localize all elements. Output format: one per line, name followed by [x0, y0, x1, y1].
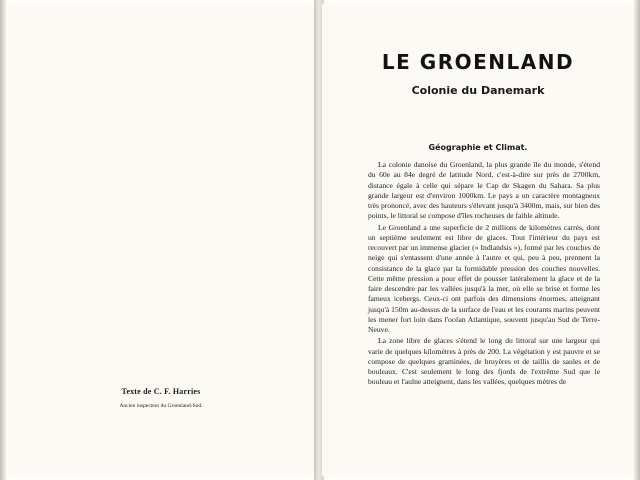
- body-text: [368, 160, 600, 388]
- author-credit: [6, 387, 316, 409]
- right-page: [322, 4, 634, 476]
- section-heading: Géographie et Climat.: [428, 143, 528, 152]
- credit-role-line: Ancien inspecteur du Groenland-Sud.: [119, 403, 203, 409]
- left-page: [6, 4, 316, 476]
- page-title: LE GROENLAND: [381, 50, 575, 74]
- paragraph-vegetation: La zone libre de glaces s'étend le long du littoral sur une largeur qui varie de quelques kilomètres à près de 200. La végétation y est pauvre et se compose de quelques graminées, de bruyères et de taillis de saules et de bouleaux. C'est seulement le long des fjords de l'extrême Sud que le bouleau et l'aulne atteignent, dans les vallées, quelques mètres de: [368, 336, 600, 387]
- page-subtitle: Colonie du Danemark: [411, 84, 545, 97]
- right-book-edge: [634, 0, 640, 480]
- credit-author-line: Texte de C. F. Harries: [121, 387, 201, 396]
- paragraph-geography: La colonie danoise du Groenland, la plus grande île du monde, s'étend du 60e au 84e degré de latitude Nord, c'est-à-dire sur près de 2700km, distance égale à celle qui sépare le Cap de Skagen du Sahara. Sa plus grande largeur est d'environ 1000km. Le pays a un caractère montagneux très prononcé, avec des hauteurs s'élevant jusqu'à 3400m, mais, sur bien des points, le littoral se compose d'îles rocheuses de faible altitude.: [368, 160, 600, 221]
- paragraph-ice-sheet: Le Groenland a une superficie de 2 millions de kilomètres carrés, dont un septième seulement est libre de glaces. Tout l'intérieur du pays est recouvert par un immense glacier (« Indlandsis »), formé par les couches de neige qui s'entassent d'une année à l'autre et qui, peu à peu, prennent la consistance de la glace par la formidable pression des couches nouvelles. Cette même pression a pour effet de pousser latéralement la glace et de la faire descendre par les vallées jusqu'à la mer, où elle se brise et forme les fameux icebergs. Ceux-ci ont parfois des dimensions énormes, atteignant jusqu'à 150m au-dessus de la surface de l'eau et les courants marins peuvent les mener fort loin dans l'océan Atlantique, souvent jusqu'au Sud de Terre-Neuve.: [368, 222, 600, 334]
